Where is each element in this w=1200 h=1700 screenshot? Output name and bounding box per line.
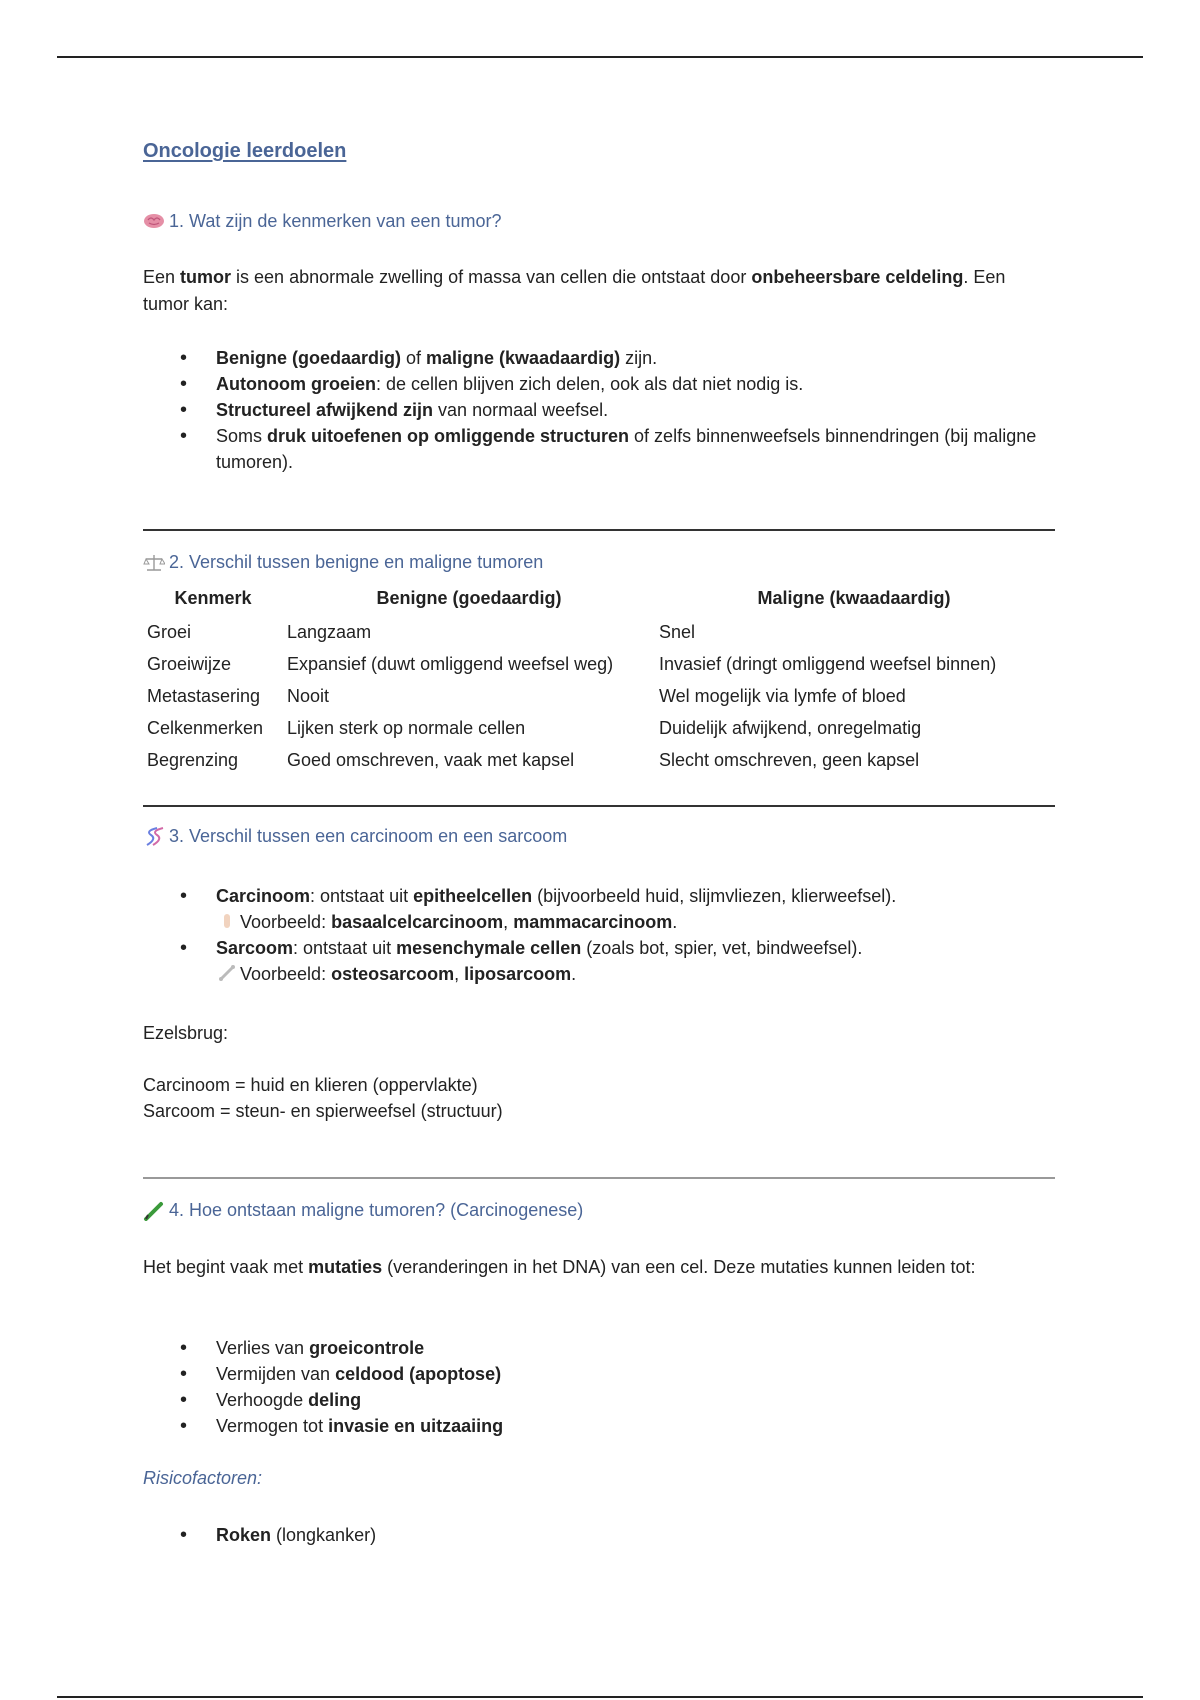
text-run: of zelfs binnenweefsels binnendringen (bij maligne tumoren). <box>216 426 1037 472</box>
section-divider-1 <box>143 529 1055 531</box>
text-run: . <box>571 964 577 984</box>
text-run: (veranderingen in het DNA) van een cel. Deze mutaties kunnen leiden tot: <box>382 1257 976 1277</box>
bold-text: druk uitoefenen op omliggende structuren <box>267 426 630 446</box>
bold-text: Structureel afwijkend zijn <box>216 400 434 420</box>
comparison-table <box>143 585 1053 776</box>
table-cell: Begrenzing <box>147 749 239 770</box>
table-body <box>143 616 1053 776</box>
bold-text: Roken <box>216 1525 272 1545</box>
text-run: : ontstaat uit <box>293 938 397 958</box>
list-item <box>216 1335 1055 1361</box>
bold-text: Sarcoom <box>216 938 294 958</box>
table-header-cell: Kenmerk <box>174 588 252 608</box>
list-item <box>216 1413 1055 1439</box>
table-row <box>143 744 1053 776</box>
table-row <box>143 712 1053 744</box>
hand-icon <box>218 911 236 929</box>
table-cell: Groei <box>147 621 192 642</box>
section-divider-2 <box>143 805 1055 807</box>
text-run: of <box>401 348 427 368</box>
dna-icon <box>143 827 165 847</box>
section-4-list <box>143 1335 1055 1439</box>
bold-text: groeicontrole <box>309 1338 425 1358</box>
text-run: Soms <box>216 426 268 446</box>
table-cell: Langzaam <box>287 621 372 642</box>
text-run: : de cellen blijven zich delen, ook als dat niet nodig is. <box>376 374 804 394</box>
table-row <box>143 616 1053 648</box>
text-run: Vermogen tot <box>216 1416 329 1436</box>
text-run: . <box>672 912 678 932</box>
list-item <box>216 883 1055 935</box>
list-item <box>216 423 1055 475</box>
table-cell: Slecht omschreven, geen kapsel <box>659 749 920 770</box>
bold-text: osteosarcoom <box>331 964 455 984</box>
section-3-heading-text: 3. Verschil tussen een carcinoom en een sarcoom <box>169 826 568 846</box>
pencil-icon <box>143 1201 165 1221</box>
bold-text: mammacarcinoom <box>513 912 673 932</box>
table-header-cell: Maligne (kwaadaardig) <box>757 588 951 608</box>
bold-text: tumor <box>180 267 232 287</box>
text-run: Verlies van <box>216 1338 310 1358</box>
section-divider-3 <box>143 1177 1055 1179</box>
text-run: (zoals bot, spier, vet, bindweefsel). <box>581 938 863 958</box>
table-cell: Nooit <box>287 685 330 706</box>
risk-factors-list <box>143 1522 1055 1548</box>
table-cell: Lijken sterk op normale cellen <box>287 717 526 738</box>
document-title: Oncologie leerdoelen <box>143 140 347 162</box>
section-1-heading-text: 1. Wat zijn de kenmerken van een tumor? <box>169 211 502 231</box>
bold-text: mutaties <box>308 1257 383 1277</box>
section-3-heading <box>143 826 567 847</box>
text-run: (bijvoorbeeld huid, slijmvliezen, klierweefsel). <box>532 886 897 906</box>
table-header-row <box>143 585 1053 616</box>
table-cell: Expansief (duwt omliggend weefsel weg) <box>287 653 614 674</box>
bold-text: invasie en uitzaaiing <box>328 1416 504 1436</box>
list-item <box>216 1361 1055 1387</box>
bold-text: onbeheersbare celdeling <box>751 267 964 287</box>
section-4-intro <box>143 1254 1055 1281</box>
text-run: Vermijden van <box>216 1364 336 1384</box>
sarcoom-example-text <box>240 964 576 984</box>
text-run: , <box>503 912 514 932</box>
table-cell: Snel <box>659 621 696 642</box>
list-item <box>216 1387 1055 1413</box>
table-row <box>143 648 1053 680</box>
section-4-heading-text: 4. Hoe ontstaan maligne tumoren? (Carcinogenese) <box>169 1200 584 1220</box>
text-run: . Een tumor kan: <box>143 267 1006 314</box>
bold-text: Autonoom groeien <box>216 374 376 394</box>
carcinoom-example <box>216 909 1055 935</box>
text-run: Voorbeeld: <box>240 964 332 984</box>
table-header-cell: Benigne (goedaardig) <box>376 588 562 608</box>
carcinoom-definition <box>216 886 896 906</box>
section-2-heading <box>143 552 543 573</box>
risk-factors-label: Risicofactoren: <box>143 1468 263 1488</box>
text-run: (longkanker) <box>271 1525 377 1545</box>
table-cell: Wel mogelijk via lymfe of bloed <box>659 685 906 706</box>
brain-icon <box>143 212 165 232</box>
table-cell: Groeiwijze <box>147 653 232 674</box>
bone-icon <box>218 963 236 981</box>
sarcoom-example <box>216 961 1055 987</box>
table-cell: Celkenmerken <box>147 717 264 738</box>
text-run: zijn. <box>620 348 658 368</box>
section-1-list <box>143 345 1055 475</box>
table-row <box>143 680 1053 712</box>
bold-text: mesenchymale cellen <box>396 938 582 958</box>
ezelsbrug-label: Ezelsbrug: <box>143 1023 229 1043</box>
text-run: Voorbeeld: <box>240 912 332 932</box>
table-cell: Duidelijk afwijkend, onregelmatig <box>659 717 922 738</box>
bold-text: basaalcelcarcinoom <box>331 912 504 932</box>
text-run: Verhoogde <box>216 1390 309 1410</box>
section-2-heading-text: 2. Verschil tussen benigne en maligne tumoren <box>169 552 544 572</box>
bold-text: epitheelcellen <box>413 886 533 906</box>
bold-text: Carcinoom <box>216 886 311 906</box>
text-run: : ontstaat uit <box>310 886 414 906</box>
bold-text: deling <box>308 1390 362 1410</box>
list-item <box>216 397 1055 423</box>
bold-text: maligne (kwaadaardig) <box>426 348 621 368</box>
bold-text: celdood (apoptose) <box>335 1364 502 1384</box>
page-top-rule <box>57 56 1143 58</box>
section-1-intro <box>143 264 1055 318</box>
ezelsbrug-line-1: Carcinoom = huid en klieren (oppervlakte) <box>143 1075 478 1095</box>
section-4-heading <box>143 1200 583 1221</box>
section-1-heading <box>143 211 502 232</box>
table-cell: Goed omschreven, vaak met kapsel <box>287 749 575 770</box>
text-run: van normaal weefsel. <box>433 400 609 420</box>
text-run: is een abnormale zwelling of massa van cellen die ontstaat door <box>231 267 752 287</box>
scale-icon <box>143 553 165 573</box>
list-item <box>216 371 1055 397</box>
table-cell: Metastasering <box>147 685 261 706</box>
bold-text: Benigne (goedaardig) <box>216 348 402 368</box>
sarcoom-definition <box>216 938 862 958</box>
list-item <box>216 935 1055 987</box>
list-item <box>216 1522 1055 1548</box>
carcinoom-example-text <box>240 912 677 932</box>
text-run: , <box>454 964 465 984</box>
section-3-list <box>143 883 1055 987</box>
text-run: Het begint vaak met <box>143 1257 309 1277</box>
list-item <box>216 345 1055 371</box>
bold-text: liposarcoom <box>464 964 572 984</box>
ezelsbrug-line-2: Sarcoom = steun- en spierweefsel (structuur) <box>143 1101 503 1121</box>
table-cell: Invasief (dringt omliggend weefsel binnen) <box>659 653 997 674</box>
text-run: Een <box>143 267 181 287</box>
page-bottom-rule <box>57 1696 1143 1698</box>
